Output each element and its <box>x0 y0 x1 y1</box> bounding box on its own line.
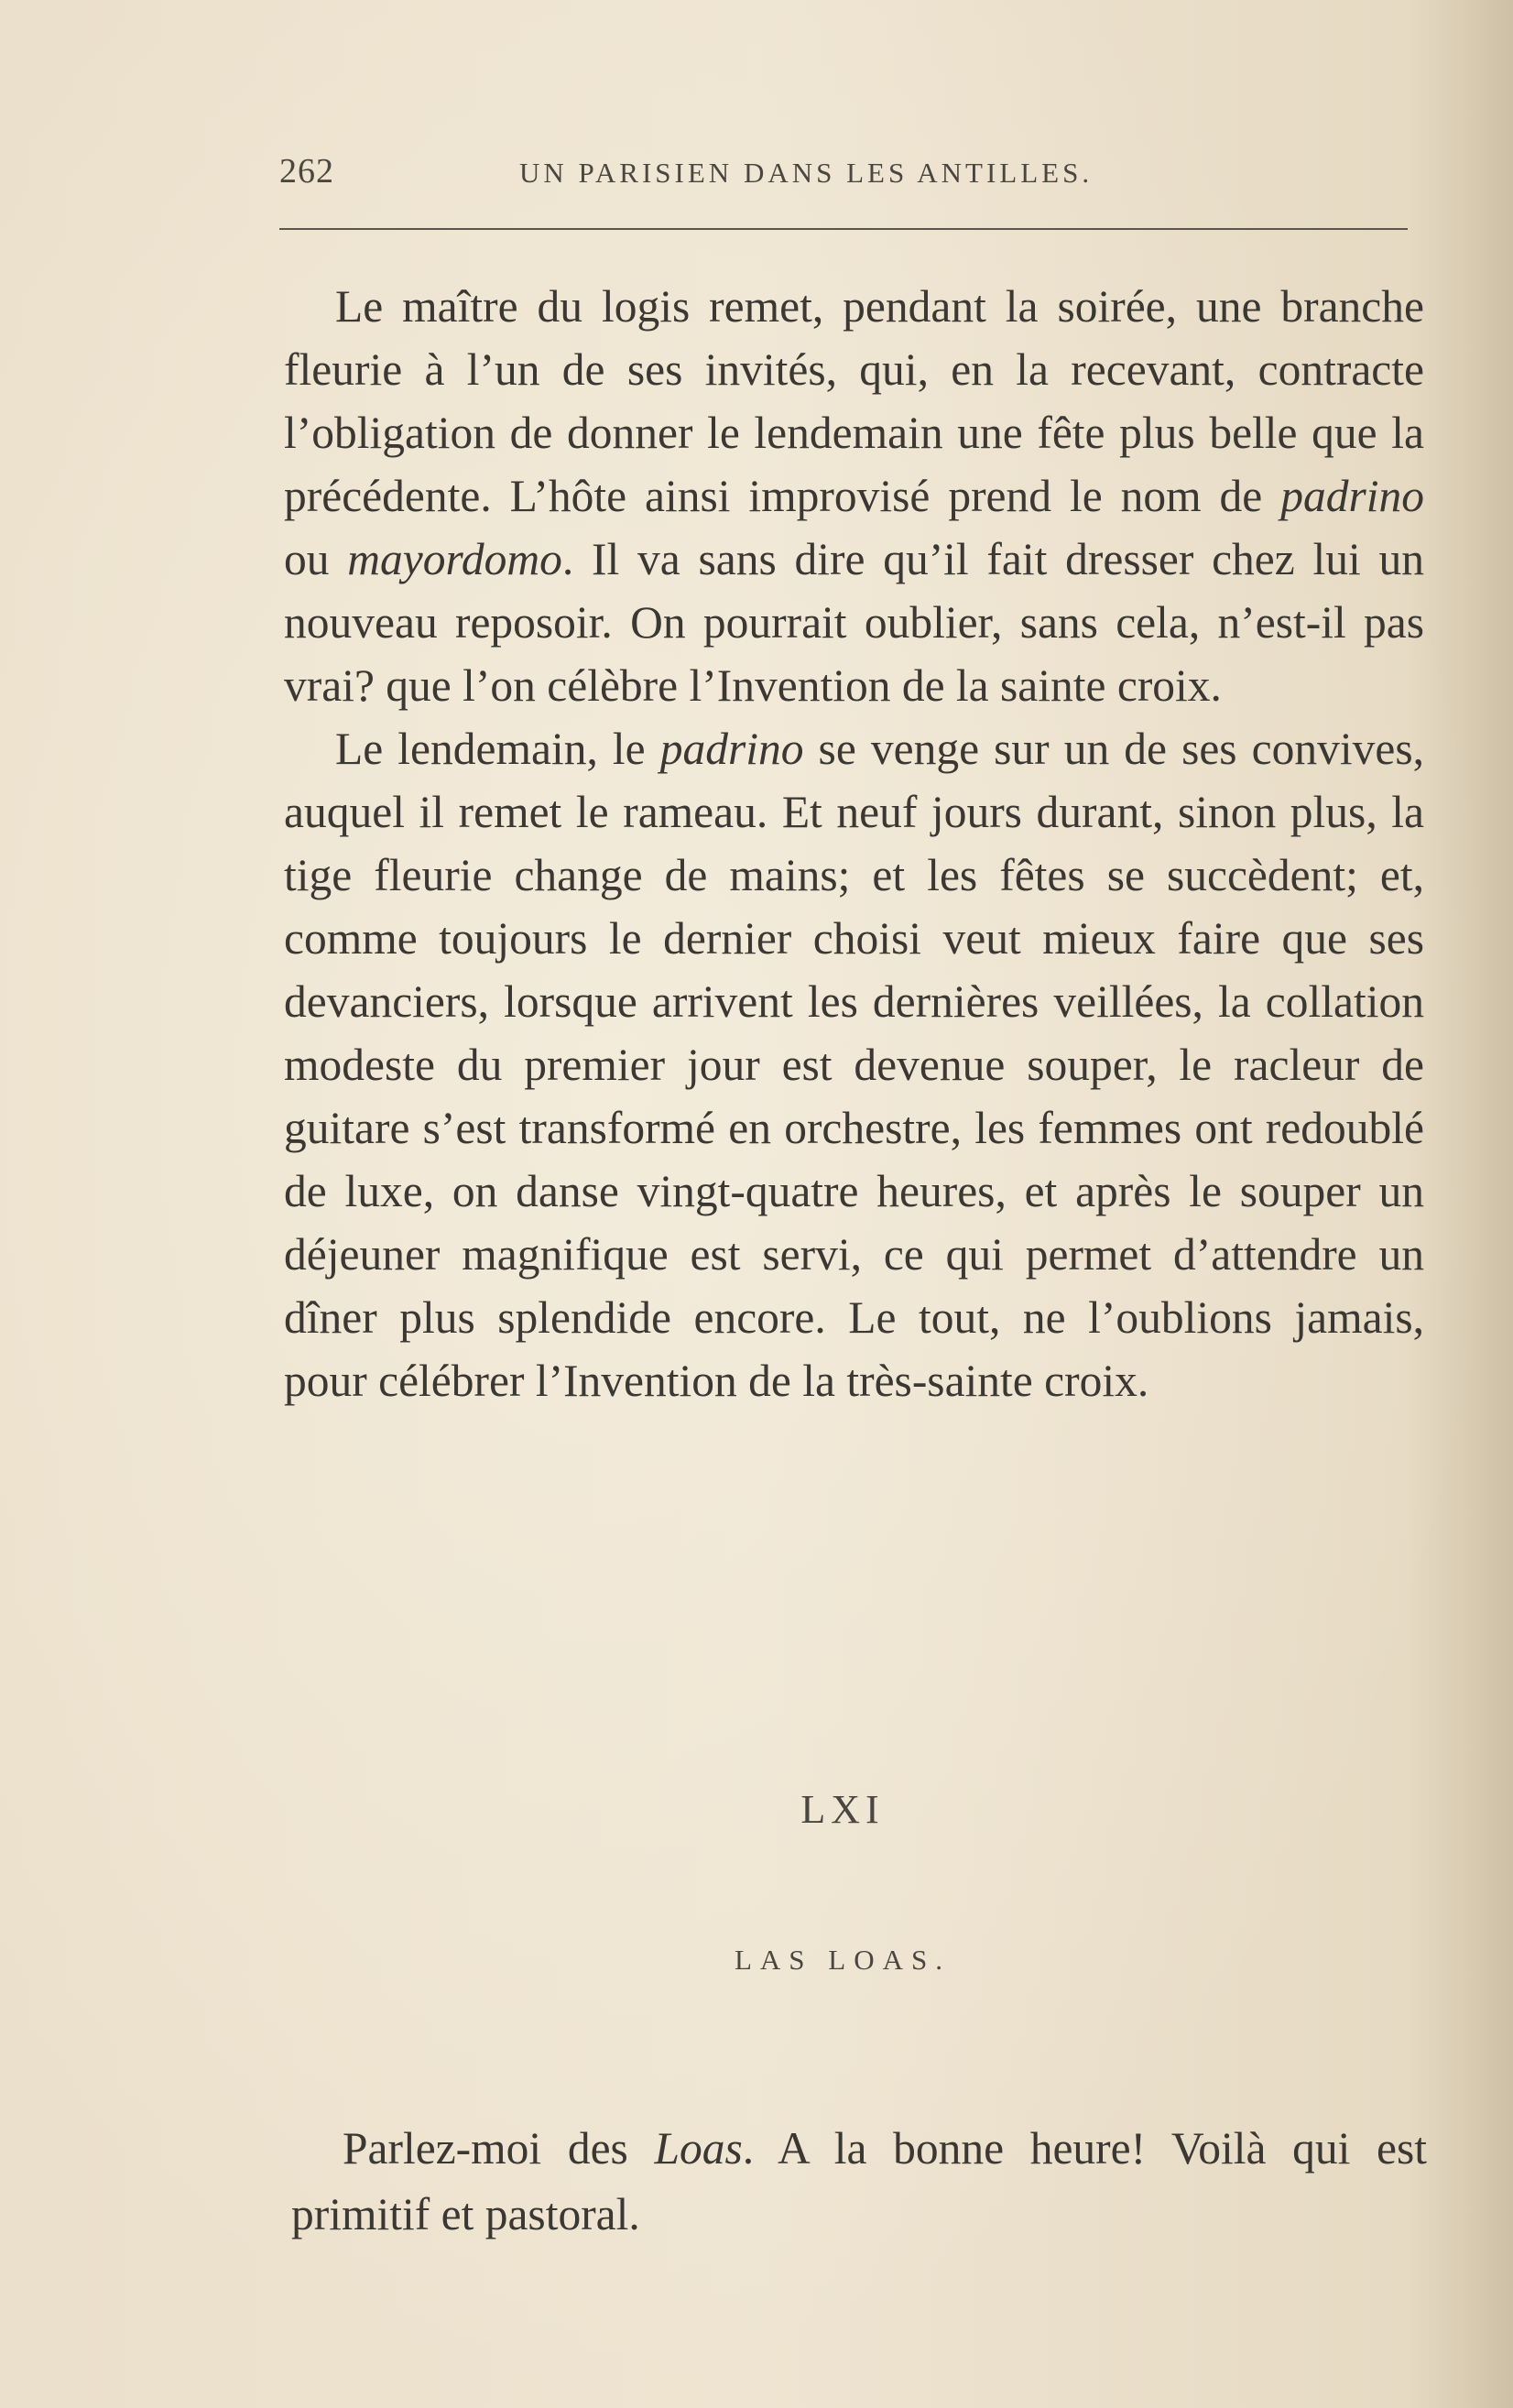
chapter-paragraph-1 <box>291 2116 1427 2248</box>
italic-padrino: padrino <box>659 724 804 774</box>
paragraph-1-text: . Il va sans dire qu’il fait dresser chez lui un nouveau reposoir. On pourrait oublier, sans cela, n’est-il pas vrai? que l’on célèbre l’Invention de la sainte croix. <box>284 534 1424 711</box>
running-head <box>279 151 1410 197</box>
body-text <box>284 275 1424 1412</box>
paragraph-1-text: ou <box>284 534 348 584</box>
chapter-opening <box>291 2116 1427 2248</box>
italic-padrino: padrino <box>1280 471 1424 521</box>
italic-loas: Loas <box>654 2123 743 2174</box>
paragraph-1-text: Le maître du logis remet, pendant la soirée, une branche fleurie à l’un de ses invités, qui, en la recevant, contracte l’obligation de donner le lendemain une fête plus belle que la précédente. L’hôte ainsi improvisé prend le nom de <box>284 281 1424 521</box>
chapter-title: LAS LOAS. <box>734 1944 951 1976</box>
chapter-paragraph-text: . A la bonne heure! Voilà qui est primitif et pastoral. <box>291 2123 1427 2239</box>
page-number: 262 <box>279 152 334 191</box>
running-title: UN PARISIEN DANS LES ANTILLES. <box>519 157 1094 189</box>
paragraph-2 <box>284 717 1424 1412</box>
paragraph-2-text: se venge sur un de ses convives, auquel il remet le rameau. Et neuf jours durant, sinon plus, la tige fleurie change de mains; et les fêtes se succèdent; et, comme toujours le dernier choisi veut mieux faire que ses devanciers, lorsque arrivent les dernières veillées, la collation modeste du premier jour est devenue souper, le racleur de guitare s’est transformé en orchestre, les femmes ont redoublé de luxe, on danse vingt-quatre heures, et après le souper un déjeuner magnifique est servi, ce qui permet d’attendre un dîner plus splendide encore. Le tout, ne l’oublions jamais, pour célébrer l’Invention de la très-sainte croix. <box>284 724 1424 1406</box>
chapter-paragraph-text: Parlez-moi des <box>343 2123 655 2174</box>
paragraph-2-text: Le lendemain, le <box>335 724 660 774</box>
paragraph-1 <box>284 275 1424 717</box>
chapter-number: LXI <box>800 1787 885 1832</box>
italic-mayordomo: mayordomo <box>347 534 562 584</box>
header-rule <box>279 228 1408 230</box>
